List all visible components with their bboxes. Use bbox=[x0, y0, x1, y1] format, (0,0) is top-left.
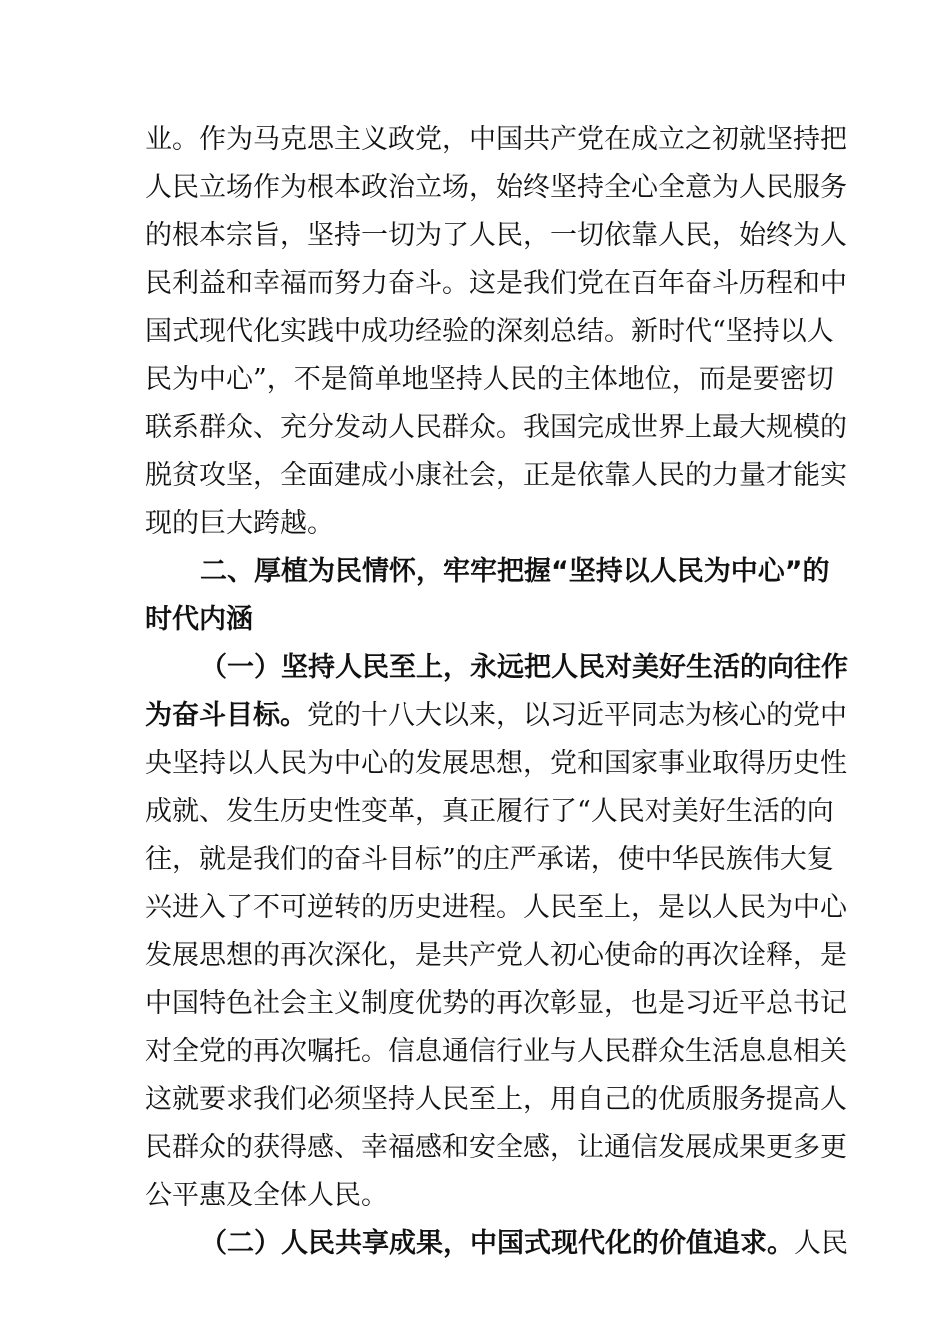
paragraph-line: 这就要求我们必须坚持人民至上，用自己的优质服务提高人 bbox=[145, 1084, 847, 1115]
paragraph-line: 往，就是我们的奋斗目标”的庄严承诺，使中华民族伟大复 bbox=[145, 844, 834, 875]
paragraph-line: 央坚持以人民为中心的发展思想，党和国家事业取得历史性 bbox=[145, 748, 847, 779]
paragraph-line: 发展思想的再次深化，是共产党人初心使命的再次诠释，是 bbox=[145, 940, 847, 971]
paragraph-line: 联系群众、充分发动人民群众。我国完成世界上最大规模的 bbox=[145, 412, 847, 443]
paragraph-line bbox=[200, 1224, 848, 1264]
paragraph-line: 民为中心”，不是简单地坚持人民的主体地位，而是要密切 bbox=[145, 364, 834, 395]
paragraph-line: 脱贫攻坚，全面建成小康社会，正是依靠人民的力量才能实 bbox=[145, 460, 847, 491]
paragraph-line: 的根本宗旨，坚持一切为了人民，一切依靠人民，始终为人 bbox=[145, 220, 847, 251]
paragraph-line: 对全党的再次嘱托。信息通信行业与人民群众生活息息相关 bbox=[145, 1036, 847, 1067]
paragraph-line: 兴进入了不可逆转的历史进程。人民至上，是以人民为中心 bbox=[145, 892, 847, 923]
section-heading: 二、厚植为民情怀，牢牢把握“坚持以人民为中心”的 bbox=[200, 556, 830, 587]
paragraph-line: 民群众的获得感、幸福感和安全感，让通信发展成果更多更 bbox=[145, 1132, 847, 1163]
paragraph-line: 民利益和幸福而努力奋斗。这是我们党在百年奋斗历程和中 bbox=[145, 268, 847, 299]
subsection-heading-continued: 为奋斗目标。 bbox=[145, 700, 307, 731]
paragraph-line: 现的巨大跨越。 bbox=[145, 508, 334, 539]
paragraph-line: 成就、发生历史性变革，真正履行了“人民对美好生活的向 bbox=[145, 796, 834, 827]
paragraph-line: 业。作为马克思主义政党，中国共产党在成立之初就坚持把 bbox=[145, 124, 847, 155]
subsection-heading: （一）坚持人民至上，永远把人民对美好生活的向往作 bbox=[200, 652, 848, 683]
paragraph-line: 国式现代化实践中成功经验的深刻总结。新时代“坚持以人 bbox=[145, 316, 834, 347]
paragraph-line: 人民立场作为根本政治立场，始终坚持全心全意为人民服务 bbox=[145, 172, 847, 203]
paragraph-line bbox=[145, 696, 847, 736]
paragraph-line: 公平惠及全体人民。 bbox=[145, 1180, 388, 1211]
subsection-heading: （二）人民共享成果，中国式现代化的价值追求。 bbox=[200, 1228, 794, 1259]
paragraph-text: 人民 bbox=[794, 1228, 848, 1259]
paragraph-line: 中国特色社会主义制度优势的再次彰显，也是习近平总书记 bbox=[145, 988, 847, 1019]
section-heading-continued: 时代内涵 bbox=[145, 604, 253, 635]
paragraph-text: 党的十八大以来，以习近平同志为核心的党中 bbox=[307, 700, 847, 731]
